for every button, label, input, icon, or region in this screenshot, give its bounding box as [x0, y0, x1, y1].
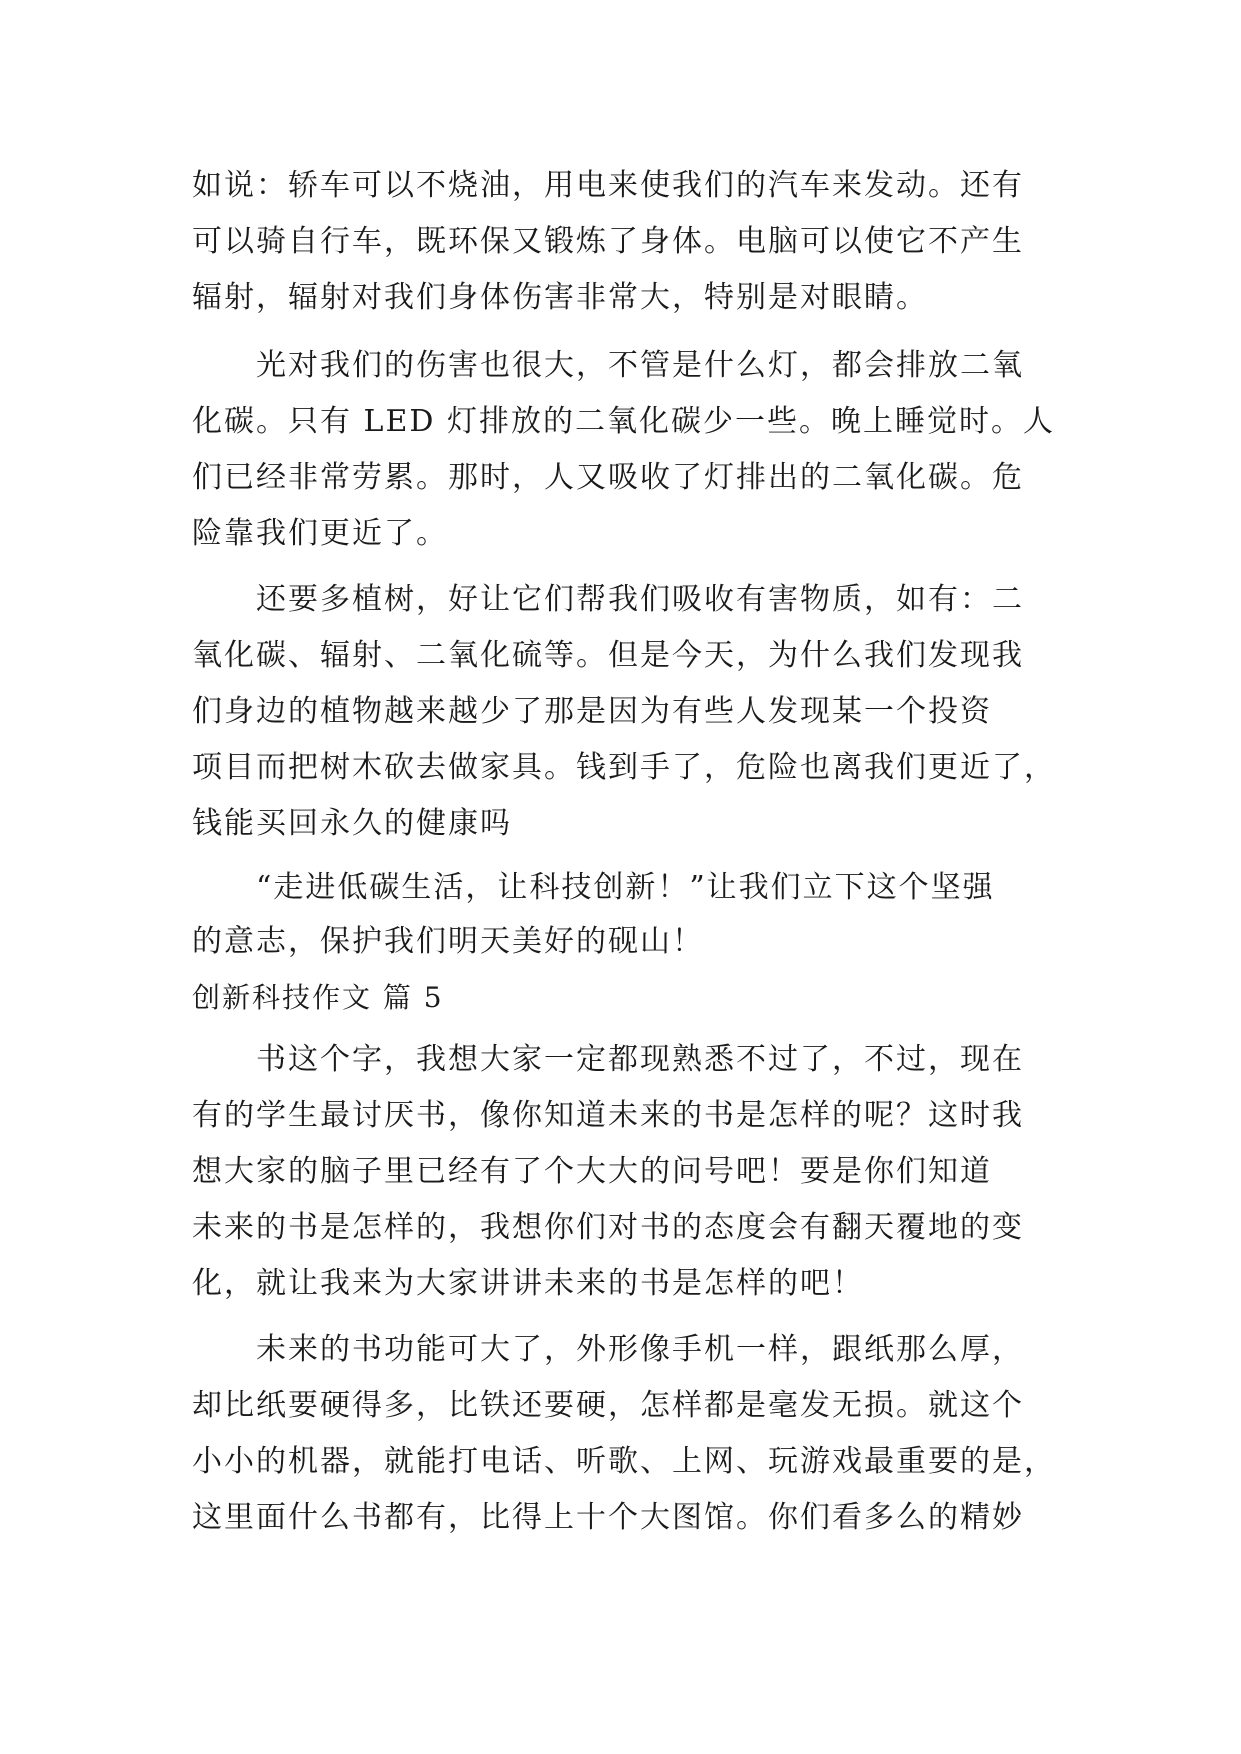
text-line: 项目而把树木砍去做家具。钱到手了，危险也离我们更近了， [192, 750, 1056, 785]
text-line: 们身边的植物越来越少了那是因为有些人发现某一个投资 [192, 694, 992, 729]
text-line: 化碳。只有 LED 灯排放的二氧化碳少一些。晚上睡觉时。人 [192, 404, 1055, 439]
text-line: 钱能买回永久的健康吗 [192, 806, 512, 841]
text-line: 这里面什么书都有，比得上十个大图馆。你们看多么的精妙 [192, 1500, 1024, 1535]
text-line: 险靠我们更近了。 [192, 516, 448, 551]
text-line: 未来的书是怎样的，我想你们对书的态度会有翻天覆地的变 [192, 1210, 1024, 1245]
text-line: 的意志，保护我们明天美好的砚山！ [192, 924, 704, 959]
text-line: 却比纸要硬得多，比铁还要硬，怎样都是毫发无损。就这个 [192, 1388, 1024, 1423]
text-line: 氧化碳、辐射、二氧化硫等。但是今天，为什么我们发现我 [192, 638, 1024, 673]
text-line: 们已经非常劳累。那时，人又吸收了灯排出的二氧化碳。危 [192, 460, 1024, 495]
text-line: 有的学生最讨厌书，像你知道未来的书是怎样的呢？这时我 [192, 1098, 1024, 1133]
paragraph-first-line: “走进低碳生活，让科技创新！”让我们立下这个坚强 [256, 870, 995, 905]
text-line: 小小的机器，就能打电话、听歌、上网、玩游戏最重要的是， [192, 1444, 1056, 1479]
text-line: 如说：轿车可以不烧油，用电来使我们的汽车来发动。还有 [192, 168, 1024, 203]
text-line: 化，就让我来为大家讲讲未来的书是怎样的吧！ [192, 1266, 864, 1301]
text-line: 想大家的脑子里已经有了个大大的问号吧！要是你们知道 [192, 1154, 992, 1189]
paragraph-first-line: 光对我们的伤害也很大，不管是什么灯，都会排放二氧 [256, 348, 1024, 383]
paragraph-first-line: 书这个字，我想大家一定都现熟悉不过了，不过，现在 [256, 1042, 1024, 1077]
text-line: 可以骑自行车，既环保又锻炼了身体。电脑可以使它不产生 [192, 224, 1024, 259]
section-heading: 创新科技作文 篇 5 [192, 981, 444, 1014]
paragraph-first-line: 还要多植树，好让它们帮我们吸收有害物质，如有：二 [256, 582, 1024, 617]
paragraph-first-line: 未来的书功能可大了，外形像手机一样，跟纸那么厚， [256, 1332, 1024, 1367]
text-line: 辐射，辐射对我们身体伤害非常大，特别是对眼睛。 [192, 280, 928, 315]
